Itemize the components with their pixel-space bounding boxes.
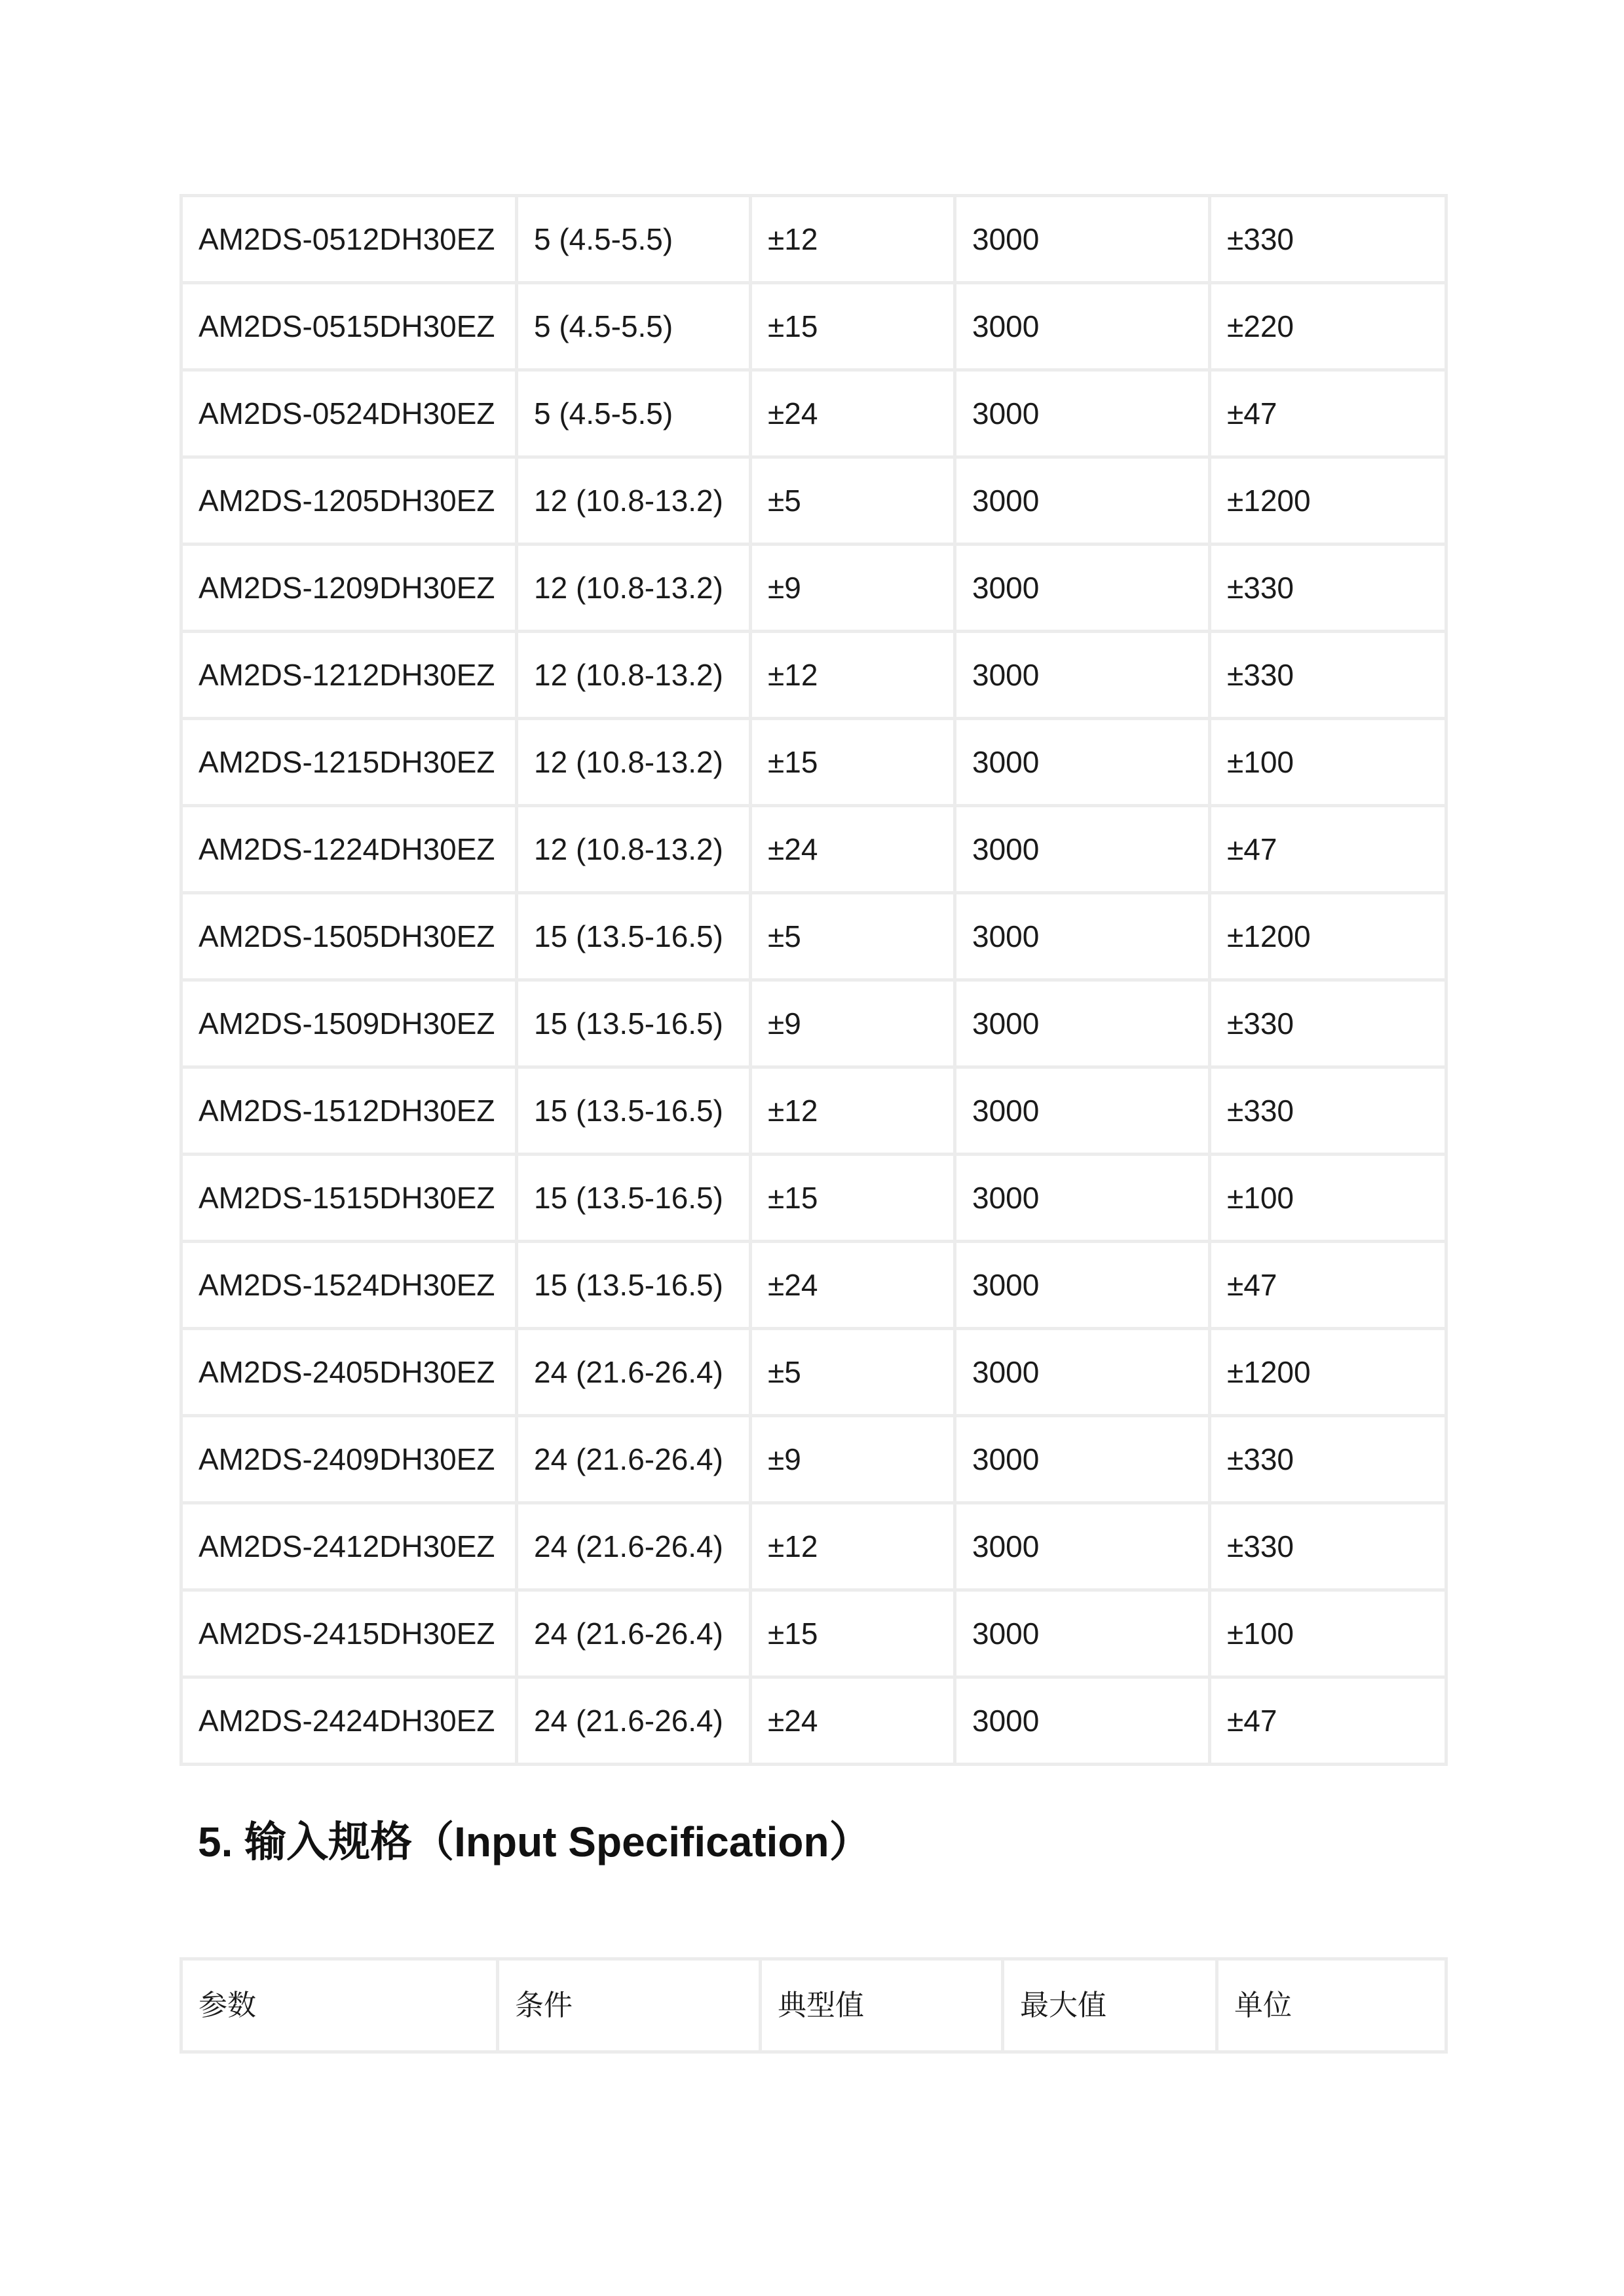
table-row	[179, 630, 1448, 717]
capacitive-load-cell: ±330	[1208, 1414, 1448, 1501]
capacitive-load-cell: ±330	[1208, 978, 1448, 1065]
header-cell-parameter: 参数	[179, 1957, 496, 2054]
input-voltage-cell: 15 (13.5-16.5)	[515, 1240, 749, 1327]
isolation-voltage-cell: 3000	[953, 1153, 1208, 1240]
input-voltage-cell: 5 (4.5-5.5)	[515, 368, 749, 455]
output-voltage-cell: ±12	[749, 1065, 953, 1153]
table-row	[179, 455, 1448, 543]
header-cell-unit: 单位	[1215, 1957, 1448, 2054]
header-cell-typical: 典型值	[759, 1957, 1001, 2054]
model-cell: AM2DS-1524DH30EZ	[179, 1240, 515, 1327]
section-heading: 5. 输入规格（Input Specification）	[198, 1818, 871, 1866]
output-voltage-cell: ±15	[749, 717, 953, 804]
model-cell: AM2DS-2409DH30EZ	[179, 1414, 515, 1501]
isolation-voltage-cell: 3000	[953, 1501, 1208, 1588]
model-cell: AM2DS-1512DH30EZ	[179, 1065, 515, 1153]
isolation-voltage-cell: 3000	[953, 194, 1208, 281]
isolation-voltage-cell: 3000	[953, 1588, 1208, 1675]
capacitive-load-cell: ±1200	[1208, 891, 1448, 978]
output-voltage-cell: ±9	[749, 1414, 953, 1501]
model-cell: AM2DS-1209DH30EZ	[179, 543, 515, 630]
input-voltage-cell: 5 (4.5-5.5)	[515, 281, 749, 368]
capacitive-load-cell: ±330	[1208, 194, 1448, 281]
model-cell: AM2DS-1515DH30EZ	[179, 1153, 515, 1240]
output-voltage-cell: ±12	[749, 194, 953, 281]
input-voltage-cell: 15 (13.5-16.5)	[515, 978, 749, 1065]
input-voltage-cell: 15 (13.5-16.5)	[515, 1065, 749, 1153]
output-voltage-cell: ±24	[749, 1240, 953, 1327]
table-header-row	[179, 1957, 1448, 2054]
isolation-voltage-cell: 3000	[953, 717, 1208, 804]
input-voltage-cell: 15 (13.5-16.5)	[515, 1153, 749, 1240]
table-row	[179, 1153, 1448, 1240]
table-row	[179, 717, 1448, 804]
capacitive-load-cell: ±330	[1208, 630, 1448, 717]
input-voltage-cell: 24 (21.6-26.4)	[515, 1675, 749, 1766]
input-voltage-cell: 24 (21.6-26.4)	[515, 1414, 749, 1501]
isolation-voltage-cell: 3000	[953, 368, 1208, 455]
input-voltage-cell: 5 (4.5-5.5)	[515, 194, 749, 281]
model-spec-table-body	[179, 194, 1448, 1766]
isolation-voltage-cell: 3000	[953, 1327, 1208, 1414]
isolation-voltage-cell: 3000	[953, 1414, 1208, 1501]
isolation-voltage-cell: 3000	[953, 978, 1208, 1065]
output-voltage-cell: ±5	[749, 455, 953, 543]
isolation-voltage-cell: 3000	[953, 1675, 1208, 1766]
capacitive-load-cell: ±47	[1208, 1240, 1448, 1327]
isolation-voltage-cell: 3000	[953, 630, 1208, 717]
input-voltage-cell: 12 (10.8-13.2)	[515, 455, 749, 543]
table-row	[179, 1501, 1448, 1588]
input-voltage-cell: 15 (13.5-16.5)	[515, 891, 749, 978]
model-cell: AM2DS-1224DH30EZ	[179, 804, 515, 891]
input-voltage-cell: 24 (21.6-26.4)	[515, 1501, 749, 1588]
isolation-voltage-cell: 3000	[953, 1240, 1208, 1327]
capacitive-load-cell: ±47	[1208, 804, 1448, 891]
input-voltage-cell: 24 (21.6-26.4)	[515, 1327, 749, 1414]
input-voltage-cell: 12 (10.8-13.2)	[515, 630, 749, 717]
capacitive-load-cell: ±47	[1208, 368, 1448, 455]
capacitive-load-cell: ±220	[1208, 281, 1448, 368]
capacitive-load-cell: ±100	[1208, 1153, 1448, 1240]
model-cell: AM2DS-0512DH30EZ	[179, 194, 515, 281]
output-voltage-cell: ±5	[749, 1327, 953, 1414]
output-voltage-cell: ±24	[749, 368, 953, 455]
table-row	[179, 1588, 1448, 1675]
output-voltage-cell: ±9	[749, 978, 953, 1065]
table-row	[179, 281, 1448, 368]
model-cell: AM2DS-1205DH30EZ	[179, 455, 515, 543]
capacitive-load-cell: ±100	[1208, 1588, 1448, 1675]
table-row	[179, 1240, 1448, 1327]
output-voltage-cell: ±12	[749, 630, 953, 717]
model-cell: AM2DS-1509DH30EZ	[179, 978, 515, 1065]
isolation-voltage-cell: 3000	[953, 543, 1208, 630]
header-cell-condition: 条件	[496, 1957, 759, 2054]
input-spec-table	[179, 1957, 1448, 2054]
table-row	[179, 1414, 1448, 1501]
isolation-voltage-cell: 3000	[953, 804, 1208, 891]
table-row	[179, 543, 1448, 630]
isolation-voltage-cell: 3000	[953, 455, 1208, 543]
model-cell: AM2DS-1505DH30EZ	[179, 891, 515, 978]
table-row	[179, 1675, 1448, 1766]
model-spec-table	[179, 194, 1448, 1766]
capacitive-load-cell: ±1200	[1208, 455, 1448, 543]
isolation-voltage-cell: 3000	[953, 281, 1208, 368]
model-cell: AM2DS-0515DH30EZ	[179, 281, 515, 368]
capacitive-load-cell: ±330	[1208, 1501, 1448, 1588]
capacitive-load-cell: ±1200	[1208, 1327, 1448, 1414]
capacitive-load-cell: ±330	[1208, 543, 1448, 630]
output-voltage-cell: ±9	[749, 543, 953, 630]
isolation-voltage-cell: 3000	[953, 1065, 1208, 1153]
output-voltage-cell: ±15	[749, 1153, 953, 1240]
output-voltage-cell: ±24	[749, 1675, 953, 1766]
capacitive-load-cell: ±330	[1208, 1065, 1448, 1153]
isolation-voltage-cell: 3000	[953, 891, 1208, 978]
table-row	[179, 804, 1448, 891]
model-cell: AM2DS-1212DH30EZ	[179, 630, 515, 717]
capacitive-load-cell: ±100	[1208, 717, 1448, 804]
header-cell-maximum: 最大值	[1001, 1957, 1215, 2054]
input-voltage-cell: 24 (21.6-26.4)	[515, 1588, 749, 1675]
model-cell: AM2DS-0524DH30EZ	[179, 368, 515, 455]
output-voltage-cell: ±24	[749, 804, 953, 891]
input-voltage-cell: 12 (10.8-13.2)	[515, 543, 749, 630]
model-cell: AM2DS-2424DH30EZ	[179, 1675, 515, 1766]
output-voltage-cell: ±15	[749, 281, 953, 368]
table-row	[179, 1065, 1448, 1153]
model-cell: AM2DS-1215DH30EZ	[179, 717, 515, 804]
output-voltage-cell: ±15	[749, 1588, 953, 1675]
table-row	[179, 368, 1448, 455]
model-cell: AM2DS-2412DH30EZ	[179, 1501, 515, 1588]
table-row	[179, 978, 1448, 1065]
input-voltage-cell: 12 (10.8-13.2)	[515, 804, 749, 891]
table-row	[179, 194, 1448, 281]
capacitive-load-cell: ±47	[1208, 1675, 1448, 1766]
model-cell: AM2DS-2405DH30EZ	[179, 1327, 515, 1414]
input-voltage-cell: 12 (10.8-13.2)	[515, 717, 749, 804]
model-cell: AM2DS-2415DH30EZ	[179, 1588, 515, 1675]
output-voltage-cell: ±5	[749, 891, 953, 978]
output-voltage-cell: ±12	[749, 1501, 953, 1588]
table-row	[179, 891, 1448, 978]
table-row	[179, 1327, 1448, 1414]
